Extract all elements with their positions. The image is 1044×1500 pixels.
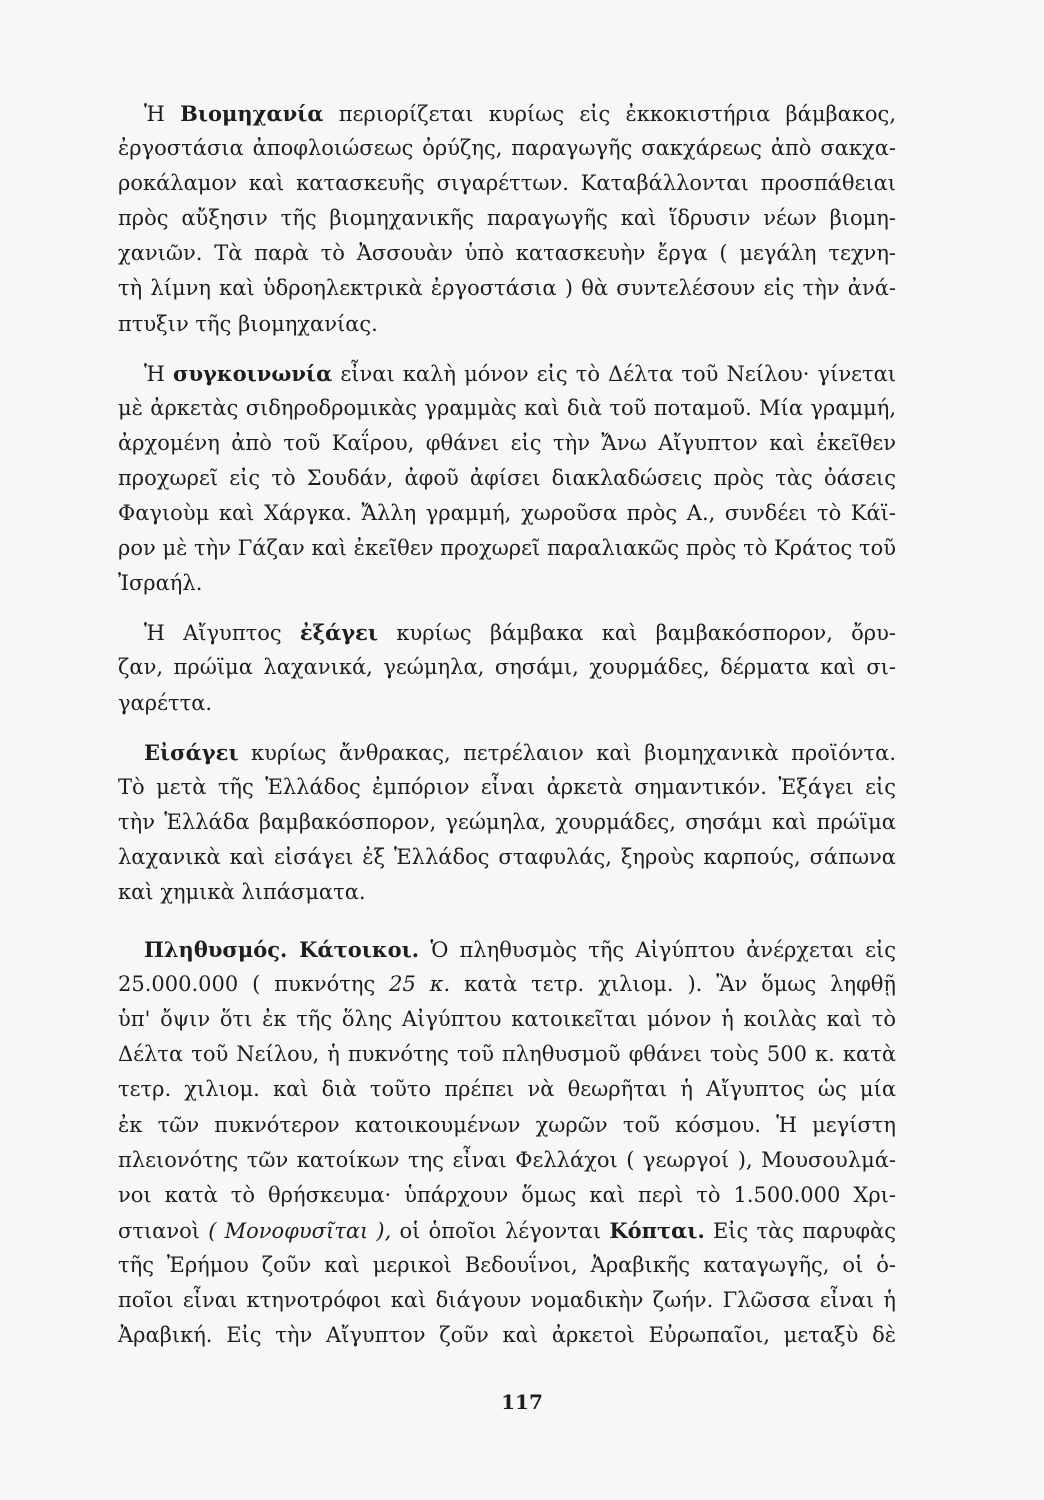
text-run: στιανοὶ (118, 1218, 209, 1243)
text-line (118, 356, 896, 391)
text-line: πρὸς αὔξησιν τῆς βιομηχανικῆς παραγωγῆς καὶ ἵδρυσιν νέων βιομη- (118, 206, 896, 231)
text-line (118, 932, 896, 967)
text-line: τὴ λίμνη καὶ ὑδροηλεκτρικὰ ἐργοστάσια ) θὰ συντελέσουν εἰς τὴν ἀνά- (118, 276, 896, 301)
text-line: ἐκ τῶν πυκνότερον κατοικουμένων χωρῶν τοῦ κόσμου. Ἡ μεγίστη (118, 1112, 896, 1137)
text-line: ποῖοι εἶναι κτηνοτρόφοι καὶ διάγουν νομαδικὴν ζωήν. Γλῶσσα εἶναι ἡ (118, 1288, 896, 1312)
text-line: προχωρεῖ εἰς τὸ Σουδάν, ἀφοῦ ἀφίσει διακλαδώσεις πρὸς τὰς ὀάσεις (118, 465, 896, 490)
paragraph-imports (118, 735, 896, 910)
text-line: χανιῶν. Τὰ παρὰ τὸ Ἀσσουὰν ὑπὸ κατασκευὴν ἔργα ( μεγάλη τεχνη- (118, 241, 896, 266)
text-line: πτυξιν τῆς βιομηχανίας. (118, 311, 378, 336)
term-industry: Βιομηχανία (180, 101, 324, 126)
text-line: Ἰσραήλ. (118, 571, 203, 596)
text-line (118, 615, 896, 650)
text-line: τὴν Ἑλλάδα βαμβακόσπορον, γεώμηλα, χουρμάδες, σησάμι καὶ πρώϊμα (118, 809, 896, 834)
heading-population: Πληθυσμός. Κάτοικοι. (144, 937, 420, 963)
text-line (118, 967, 896, 1002)
term-imports: Εἰσάγει (144, 739, 239, 765)
text-run: Εἰς τὰς παρυφὰς (704, 1218, 897, 1243)
text-line (118, 96, 896, 131)
term-copts: Κόπται. (609, 1217, 705, 1243)
text-run: 25.000.000 ( πυκνότης (118, 972, 390, 997)
text-run: εἶναι καλὴ μόνον εἰς τὸ Δέλτα τοῦ Νείλου· γίνεται (332, 361, 896, 386)
text-line (118, 735, 896, 770)
paragraph-exports (118, 615, 896, 720)
text-run: περιορίζεται κυρίως εἰς ἐκκοκιστήρια βάμβακος, (323, 102, 896, 126)
page-number: 117 (501, 1390, 543, 1414)
text-line: ἀρχομένη ἀπὸ τοῦ Καΐρου, φθάνει εἰς τὴν Ἄνω Αἴγυπτον καὶ ἐκεῖθεν (118, 430, 896, 455)
paragraph-gap (118, 910, 896, 932)
text-line: τῆς Ἐρήμου ζοῦν καὶ μερικοὶ Βεδουΐνοι, Ἀραβικῆς καταγωγῆς, οἱ ὁ- (118, 1252, 896, 1277)
paragraph-transport (118, 356, 896, 602)
term-transport: συγκοινωνία (172, 360, 333, 386)
text-line: ἐργοστάσια ἀποφλοιώσεως ὀρύζης, παραγωγῆς σακχάρεως ἀπὸ σακχα- (118, 136, 896, 161)
text-line: Φαγιοὺμ καὶ Χάργκα. Ἄλλη γραμμή, χωροῦσα πρὸς Α., συνδέει τὸ Κάϊ- (118, 501, 896, 526)
text-run: Ἡ (144, 102, 181, 126)
paragraph-industry (118, 96, 896, 342)
text-run: κατὰ τετρ. χιλιομ. ). Ἂν ὅμως ληφθῇ (450, 972, 896, 997)
italic-run: 25 κ. (389, 972, 451, 997)
text-line: ὑπ' ὄψιν ὅτι ἐκ τῆς ὅλης Αἰγύπτου κατοικεῖται μόνον ἡ κοιλὰς καὶ τὸ (118, 1007, 896, 1032)
text-line: Δέλτα τοῦ Νείλου, ἡ πυκνότης τοῦ πληθυσμοῦ φθάνει τοὺς 500 κ. κατὰ (118, 1042, 896, 1067)
text-line: γαρέττα. (118, 690, 213, 715)
body-text (118, 96, 896, 1353)
term-exports: ἐξάγει (299, 620, 379, 646)
italic-run: ( Μονοφυσῖται ), (208, 1218, 392, 1243)
text-line: καὶ χημικὰ λιπάσματα. (118, 879, 366, 904)
text-run: κυρίως ἄνθρακας, πετρέλαιον καὶ βιομηχανικὰ προϊόντα. (238, 740, 896, 765)
text-run: Ὁ πληθυσμὸς τῆς Αἰγύπτου ἀνέρχεται εἰς (419, 938, 896, 963)
text-line: τετρ. χιλιομ. καὶ διὰ τοῦτο πρέπει νὰ θεωρῆται ἡ Αἴγυπτος ὡς μία (118, 1077, 896, 1102)
paragraph-gap (118, 601, 896, 615)
text-run: Ἡ Αἴγυπτος (144, 621, 300, 646)
text-run: οἱ ὁποῖοι λέγονται (391, 1218, 610, 1243)
paragraph-gap (118, 342, 896, 356)
paragraph-gap (118, 721, 896, 735)
text-line: λαχανικὰ καὶ εἰσάγει ἐξ Ἑλλάδος σταφυλάς, ξηροὺς καρπούς, σάπωνα (118, 844, 896, 869)
text-line (118, 1213, 896, 1248)
text-line: ρον μὲ τὴν Γάζαν καὶ ἐκεῖθεν προχωρεῖ παραλιακῶς πρὸς τὸ Κράτος τοῦ (118, 536, 896, 561)
text-run: Ἡ (144, 361, 173, 386)
text-line: Ἀραβική. Εἰς τὴν Αἴγυπτον ζοῦν καὶ ἀρκετοὶ Εὐρωπαῖοι, μεταξὺ δὲ (118, 1323, 896, 1348)
text-line: μὲ ἀρκετὰς σιδηροδρομικὰς γραμμὰς καὶ διὰ τοῦ ποταμοῦ. Μία γραμμή, (118, 395, 896, 420)
text-line: Τὸ μετὰ τῆς Ἑλλάδος ἐμπόριον εἶναι ἀρκετὰ σημαντικόν. Ἐξάγει εἰς (118, 774, 896, 799)
text-run: κυρίως βάμβακα καὶ βαμβακόσπορον, ὄρυ- (378, 621, 896, 646)
text-line: πλειονότης τῶν κατοίκων της εἶναι Φελλάχοι ( γεωργοί ), Μουσουλμά- (118, 1147, 896, 1172)
text-line: ζαν, πρώϊμα λαχανικά, γεώμηλα, σησάμι, χουρμάδες, δέρματα καὶ σι- (118, 655, 896, 680)
text-line: ροκάλαμον καὶ κατασκευῆς σιγαρέττων. Καταβάλλονται προσπάθειαι (118, 171, 896, 196)
paragraph-population (118, 932, 896, 1353)
text-line: νοι κατὰ τὸ θρήσκευμα· ὑπάρχουν ὅμως καὶ περὶ τὸ 1.500.000 Χρι- (118, 1182, 896, 1207)
